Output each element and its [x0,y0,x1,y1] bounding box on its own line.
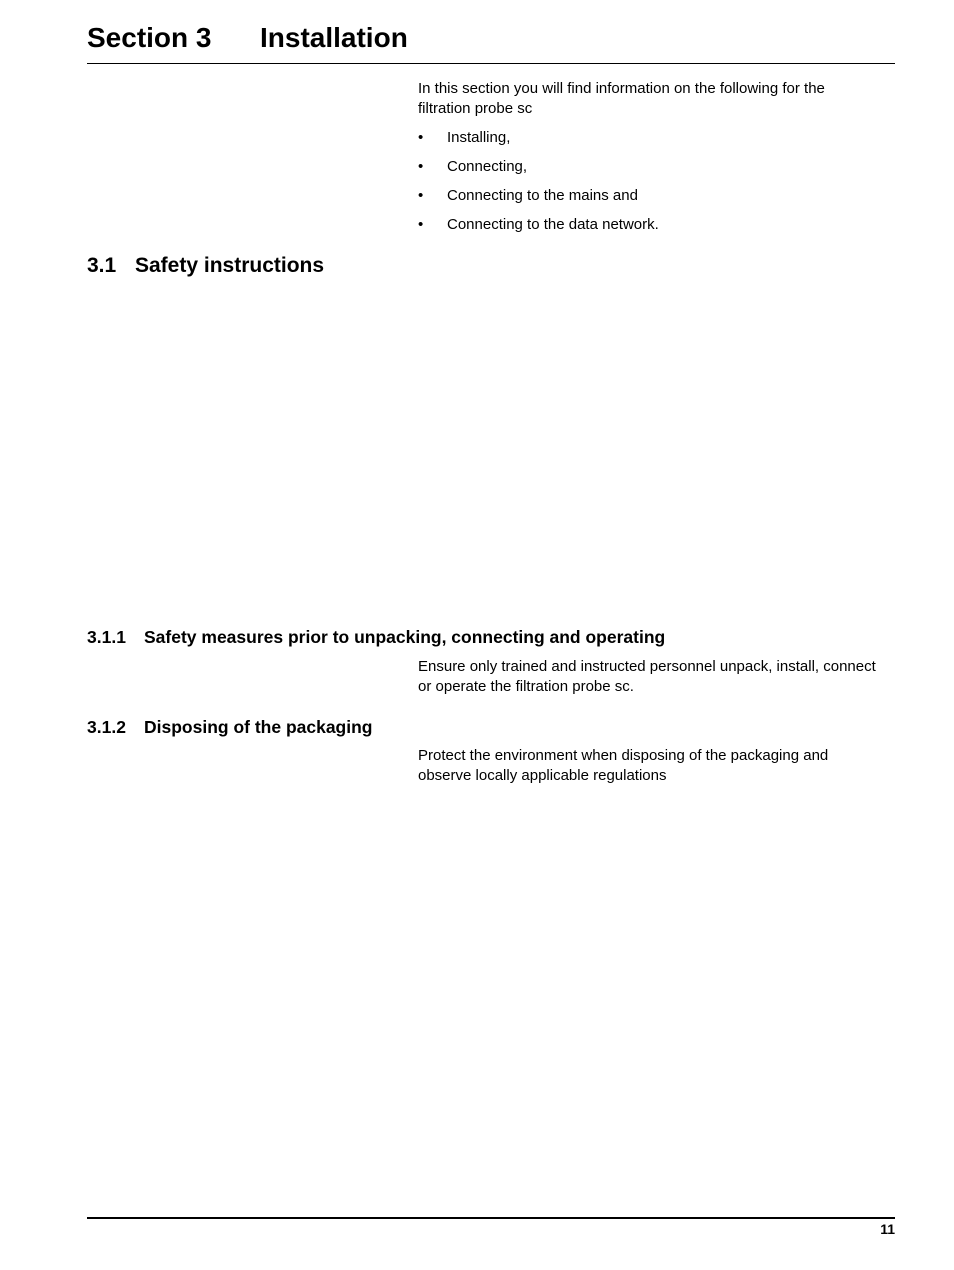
intro-paragraph: In this section you will find information on the following for the filtration probe sc [418,80,825,117]
heading-text: Safety instructions [135,254,325,277]
list-item-text: Connecting to the mains and [447,187,638,204]
heading-number: 3.1 [87,254,117,277]
section-title: Installation [260,22,408,53]
intro-bullet-list [418,128,878,244]
safety-measures-paragraph: Ensure only trained and instructed personnel unpack, install, connect or operate the filtration probe sc. [418,658,876,695]
list-item [418,128,878,157]
bullet-marker: • [418,129,424,146]
bullet-marker: • [418,216,424,233]
section-number: Section 3 [87,22,212,53]
page-header [87,20,895,56]
list-item-text: Installing, [447,129,511,146]
heading-text: Disposing of the packaging [144,717,373,737]
list-item [418,157,878,186]
page-number: 11 [880,1221,895,1237]
bullet-marker: • [418,187,424,204]
list-item-text: Connecting to the data network. [447,216,659,233]
footer-divider [87,1217,895,1219]
heading-text: Safety measures prior to unpacking, connecting and operating [144,627,666,647]
header-divider [87,63,895,64]
heading-number: 3.1.1 [87,627,126,647]
list-item [418,215,878,244]
list-item [418,186,878,215]
disposing-paragraph: Protect the environment when disposing of the packaging and observe locally applicable regulations [418,747,829,784]
heading-number: 3.1.2 [87,717,126,737]
list-item-text: Connecting, [447,158,528,175]
bullet-marker: • [418,158,424,175]
